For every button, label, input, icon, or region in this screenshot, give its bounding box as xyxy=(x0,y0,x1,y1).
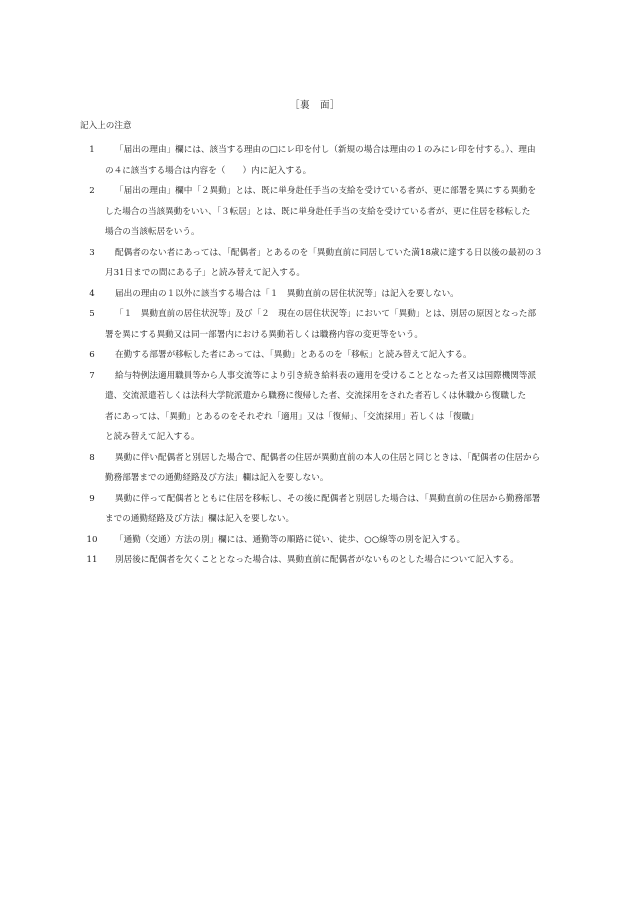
note-item xyxy=(0,181,630,243)
note-number: 7 xyxy=(89,370,95,381)
note-line: 遣、交流派遣若しくは法科大学院派遣から職務に復帰した者、交流採用をされた者若しくは休職から復職した xyxy=(105,391,527,401)
note-number: 9 xyxy=(89,493,95,504)
note-item xyxy=(0,304,630,345)
note-line: 月31日までの間にある子」と読み替えて記入する。 xyxy=(105,268,305,278)
note-number: 4 xyxy=(89,288,95,299)
note-number: 1 xyxy=(89,145,95,155)
note-item xyxy=(0,345,630,366)
note-line: 異動に伴い配偶者と別居した場合で、配偶者の住居が異動直前の本人の住居と同じときは、「配偶者の住居から xyxy=(115,452,541,463)
note-line: した場合の当該異動をいい、「３転居」とは、既に単身赴任手当の支給を受けている者が、更に住居を移転した xyxy=(105,206,531,217)
note-number: 11 xyxy=(86,555,98,565)
note-line: 勤務部署までの通勤経路及び方法」欄は記入を要しない。 xyxy=(105,473,329,483)
note-line: 「通勤（交通）方法の別」欄には、通勤等の順路に従い、徒歩、○○線等の別を記入する。 xyxy=(115,534,466,545)
section-title: 記入上の注意 xyxy=(80,121,132,131)
note-number: 3 xyxy=(89,247,95,258)
note-number: 5 xyxy=(89,309,95,319)
note-line: 在勤する部署が移転した者にあっては、「異動」とあるのを「移転」と読み替えて記入する。 xyxy=(115,350,472,360)
notes-list xyxy=(0,140,630,571)
note-item xyxy=(0,448,630,489)
note-number: 6 xyxy=(89,350,95,360)
note-line: 配偶者のない者にあっては、「配偶者」とあるのを「異動直前に同居していた満18歳に達する日以後の最初の３ xyxy=(115,247,543,258)
note-line: の４に該当する場合は内容を（ ）内に記入する。 xyxy=(105,165,312,176)
note-line: 届出の理由の１以外に該当する場合は「１ 異動直前の居住状況等」は記入を要しない。 xyxy=(115,288,459,299)
note-line: 給与特例法適用職員等から人事交流等により引き続き給料表の適用を受けることとなった者又は国際機関等派 xyxy=(115,370,537,381)
note-item xyxy=(0,489,630,530)
note-line: と読み替えて記入する。 xyxy=(105,432,200,442)
note-line: 異動に伴って配偶者とともに住居を移転し、その後に配偶者と別居した場合は、「異動直前の住居から勤務部署 xyxy=(115,493,541,504)
note-item xyxy=(0,550,630,571)
note-number: 8 xyxy=(89,452,95,463)
note-line: 者にあっては、「異動」とあるのをそれぞれ「適用」又は「復帰」、「交流採用」若しくは「復職」 xyxy=(105,411,479,422)
note-item xyxy=(0,530,630,551)
note-line: 「１ 異動直前の居住状況等」及び「２ 現在の居住状況等」において「異動」とは、別居の原因となった部 xyxy=(115,309,537,319)
note-line: 場合の当該転居をいう。 xyxy=(105,227,200,237)
page-heading: ［裏 面］ xyxy=(289,100,340,111)
note-line: 署を異にする異動又は同一部署内における異動若しくは職務内容の変更等をいう。 xyxy=(105,329,423,340)
note-item xyxy=(0,284,630,305)
note-line: までの通勤経路及び方法」欄は記入を要しない。 xyxy=(105,514,295,524)
note-line: 「届出の理由」欄には、該当する理由の□にレ印を付し（新規の場合は理由の１のみにレ印を付する。）、理由 xyxy=(115,145,536,155)
note-number: 10 xyxy=(86,534,98,545)
note-item xyxy=(0,140,630,181)
note-item xyxy=(0,243,630,284)
note-line: 「届出の理由」欄中「２異動」とは、既に単身赴任手当の支給を受けている者が、更に部署を異にする異動を xyxy=(115,186,537,196)
note-line: 別居後に配偶者を欠くこととなった場合は、異動直前に配偶者がないものとした場合について記入する。 xyxy=(115,555,519,565)
note-number: 2 xyxy=(89,186,95,196)
note-item xyxy=(0,366,630,448)
